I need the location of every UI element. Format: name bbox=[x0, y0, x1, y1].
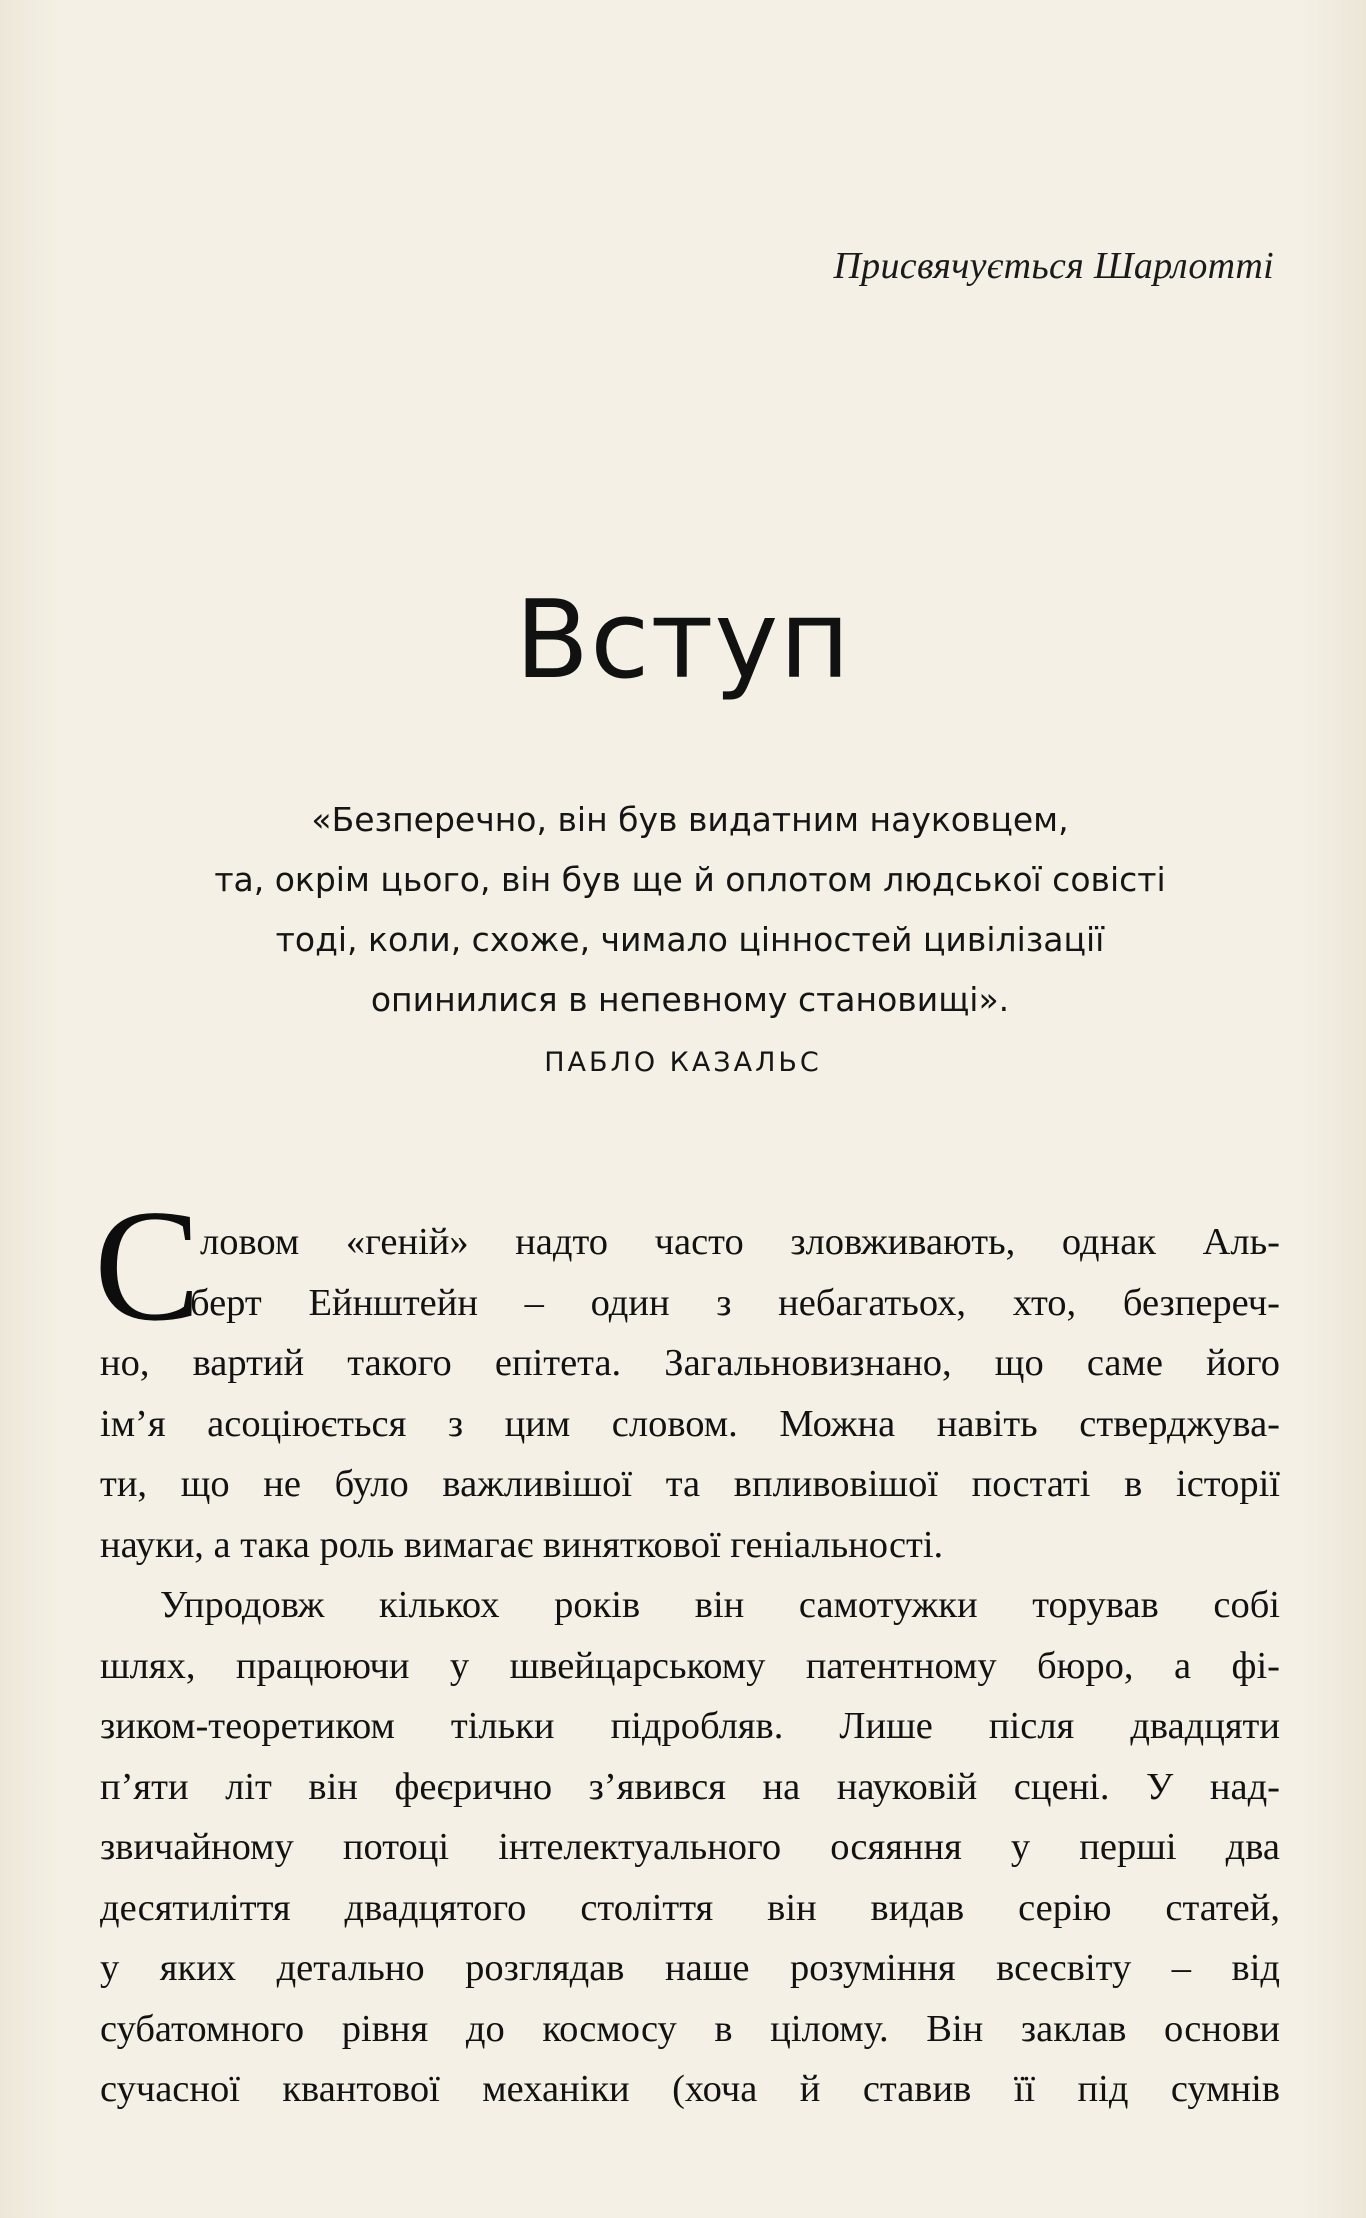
text-line: десятиліття двадцятого століття він видав серію статей, bbox=[100, 1886, 1280, 1929]
epigraph bbox=[160, 790, 1220, 1030]
paragraph-2 bbox=[100, 1575, 1280, 2120]
drop-cap: С bbox=[94, 1176, 201, 1354]
text-line: зиком-теоретиком тільки підробляв. Лише після двадцяти bbox=[100, 1705, 1280, 1747]
chapter-title: Вступ bbox=[515, 578, 851, 703]
text-line: науки, а така роль вимагає виняткової геніальності. bbox=[100, 1523, 944, 1566]
text-line: берт Ейнштейн – один з небагатьох, хто, безпереч- bbox=[190, 1281, 1280, 1324]
epigraph-line: та, окрім цього, він був ще й оплотом людської совісті bbox=[214, 860, 1166, 899]
text-line: ти, що не було важливішої та впливовішої постаті в історії bbox=[100, 1463, 1280, 1505]
text-line: ловом «геній» надто часто зловживають, однак Аль- bbox=[200, 1221, 1280, 1263]
epigraph-line: опинилися в непевному становищі». bbox=[370, 980, 1010, 1019]
paragraph-1 bbox=[100, 1212, 1280, 1575]
epigraph-author: ПАБЛО КАЗАЛЬС bbox=[544, 1047, 822, 1078]
text-line: ім’я асоціюється з цим словом. Можна навіть стверджува- bbox=[100, 1402, 1280, 1445]
text-line: сучасної квантової механіки (хоча й ставив її під сумнів bbox=[100, 2068, 1280, 2110]
dedication: Присвячується Шарлотті bbox=[833, 245, 1274, 287]
body-text bbox=[100, 1212, 1280, 2120]
text-line: п’яти літ він феєрично з’явився на науковій сцені. У над- bbox=[100, 1765, 1280, 1808]
text-line: шлях, працюючи у швейцарському патентному бюро, а фі- bbox=[100, 1644, 1280, 1687]
text-line: но, вартий такого епітета. Загальновизнано, що саме його bbox=[100, 1342, 1280, 1384]
text-line: субатомного рівня до космосу в цілому. Він заклав основи bbox=[100, 2007, 1280, 2050]
epigraph-line: «Безперечно, він був видатним науковцем, bbox=[311, 800, 1069, 839]
epigraph-line: тоді, коли, схоже, чимало цінностей цивілізації bbox=[275, 920, 1105, 959]
text-line: Упродовж кількох років він самотужки торував собі bbox=[160, 1584, 1280, 1626]
text-line: звичайному потоці інтелектуального осяяння у перші два bbox=[100, 1826, 1280, 1868]
text-line: у яких детально розглядав наше розуміння всесвіту – від bbox=[100, 1947, 1280, 1989]
